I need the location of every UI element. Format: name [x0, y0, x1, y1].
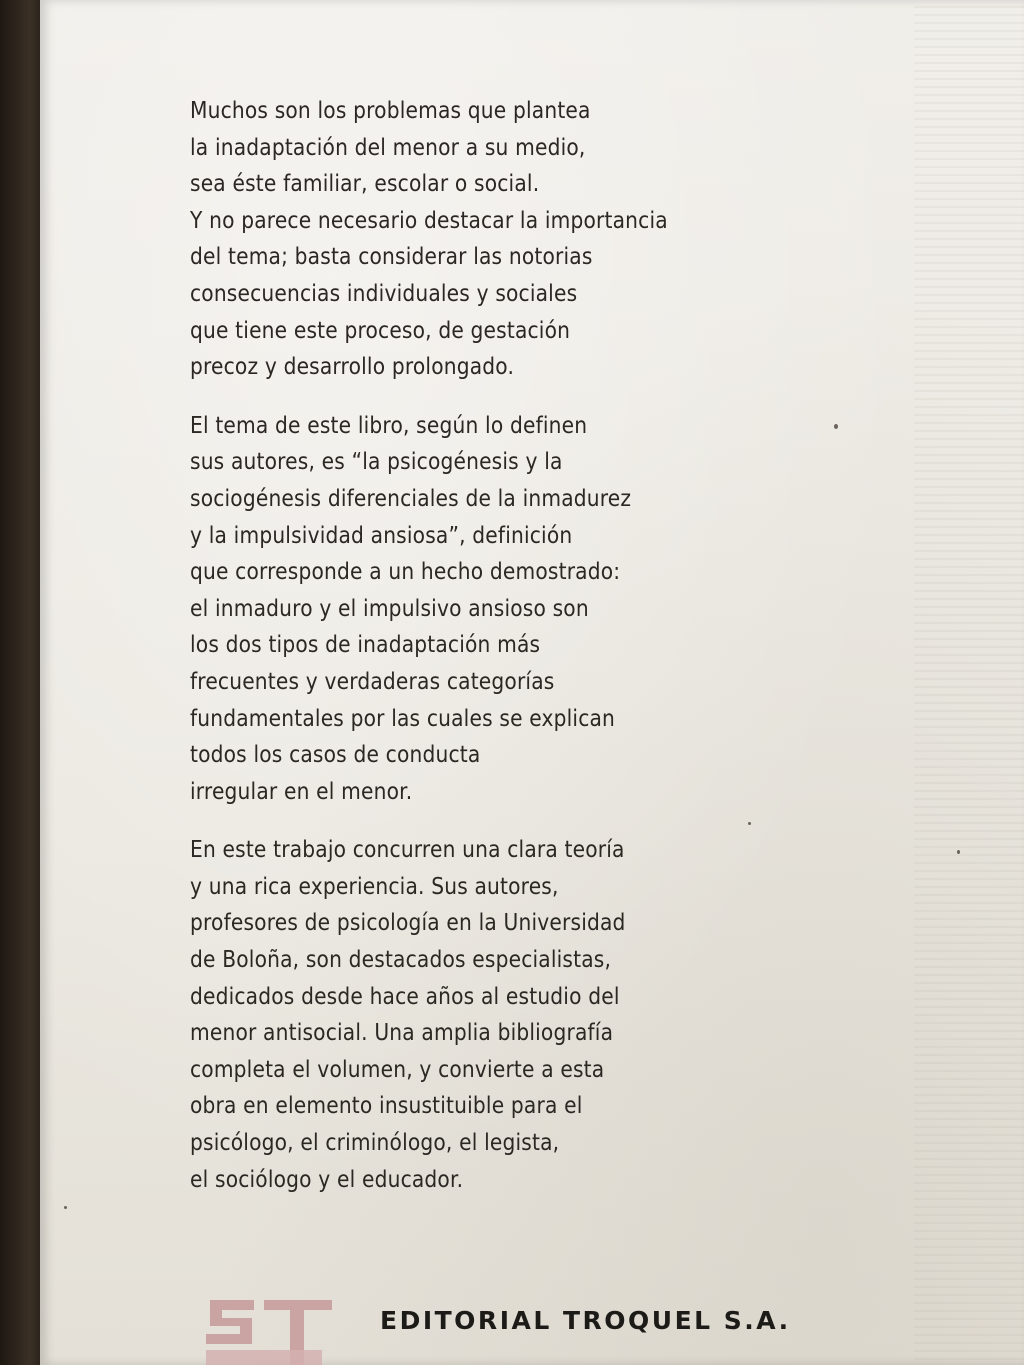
paragraph-2 [190, 407, 706, 810]
back-cover-page [40, 0, 1024, 1365]
text-line: el sociólogo y el educador. [190, 1164, 464, 1193]
text-line: los dos tipos de inadaptación más [190, 630, 541, 659]
text-line: precoz y desarrollo prolongado. [190, 352, 515, 381]
paper-speck [957, 850, 960, 854]
publisher-logo-icon [192, 1292, 342, 1365]
paragraph-1 [190, 92, 706, 385]
text-line: obra en elemento insustituible para el [190, 1091, 583, 1120]
paper-speck [64, 1206, 67, 1209]
blurb-text [190, 92, 706, 1219]
text-line: fundamentales por las cuales se explican [190, 703, 616, 732]
text-line: el inmaduro y el impulsivo ansioso son [190, 593, 589, 622]
paper-speck [748, 822, 751, 825]
publisher-footer [40, 1290, 1024, 1365]
text-line: Muchos son los problemas que plantea [190, 96, 591, 124]
text-line: psicólogo, el criminólogo, el legista, [190, 1128, 560, 1157]
paper-speck [834, 424, 838, 429]
paper-edge-texture [914, 0, 1024, 1365]
text-line: de Boloña, son destacados especialistas, [190, 945, 612, 974]
text-line: El tema de este libro, según lo definen [190, 410, 588, 439]
text-line: consecuencias individuales y sociales [190, 278, 578, 307]
text-line: sociogénesis diferenciales de la inmadurez [190, 483, 632, 512]
text-line: que corresponde a un hecho demostrado: [190, 557, 621, 586]
text-line: y una rica experiencia. Sus autores, [190, 871, 559, 900]
text-line: completa el volumen, y convierte a esta [190, 1054, 605, 1083]
text-line: En este trabajo concurren una clara teoría [190, 835, 625, 864]
text-line: profesores de psicología en la Universidad [190, 908, 626, 937]
text-line: sus autores, es “la psicogénesis y la [190, 447, 563, 476]
text-line: y la impulsividad ansiosa”, definición [190, 520, 573, 549]
text-line: menor antisocial. Una amplia bibliografía [190, 1018, 614, 1047]
text-line: irregular en el menor. [190, 776, 413, 805]
paragraph-3 [190, 831, 706, 1197]
text-line: del tema; basta considerar las notorias [190, 242, 593, 271]
text-line: dedicados desde hace años al estudio del [190, 981, 620, 1010]
text-line: sea éste familiar, escolar o social. [190, 169, 540, 198]
text-line: frecuentes y verdaderas categorías [190, 666, 555, 695]
text-line: que tiene este proceso, de gestación [190, 315, 571, 344]
text-line: todos los casos de conducta [190, 740, 481, 769]
text-line: la inadaptación del menor a su medio, [190, 132, 586, 161]
publisher-name: EDITORIAL TROQUEL S.A. [380, 1306, 791, 1335]
text-line: Y no parece necesario destacar la importancia [190, 205, 668, 234]
